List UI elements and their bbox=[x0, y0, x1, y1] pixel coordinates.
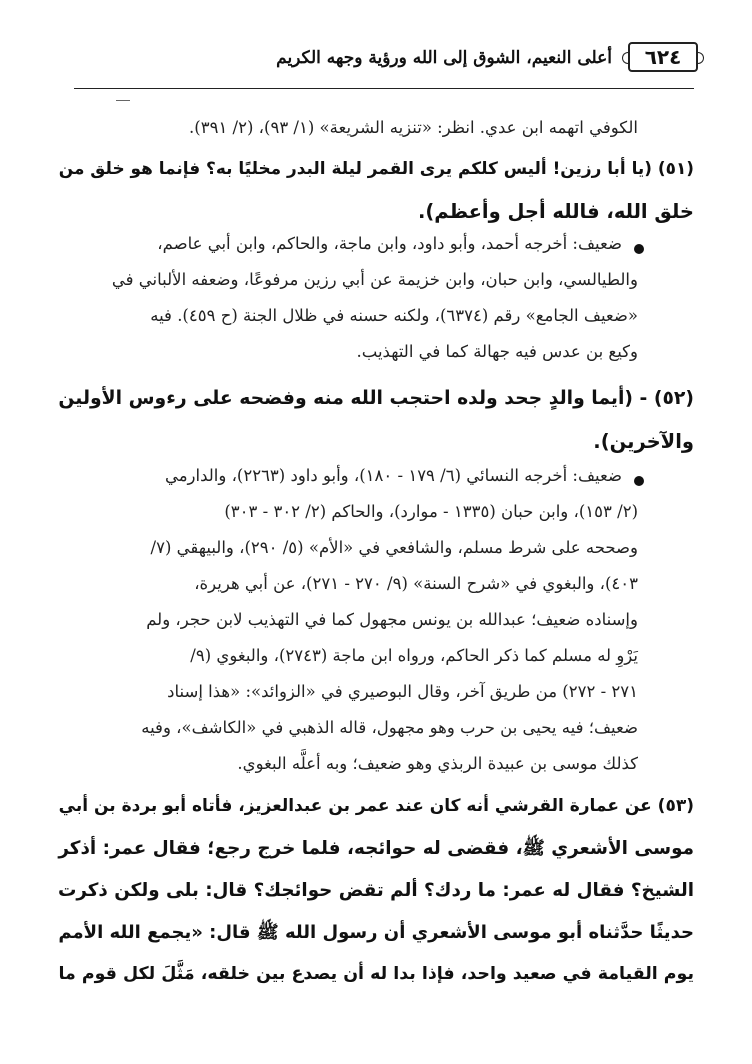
bullet-dot bbox=[634, 476, 644, 486]
hadith-text-line: موسى الأشعري ﷺ، فقضى له حوائجه، فلما خرج رجع؛ فقال عمر: أذكر bbox=[58, 838, 694, 859]
takhrij-line: ضعيف؛ فيه يحيى بن حرب وهو مجهول، قاله الذهبي في «الكاشف»، وفيه bbox=[141, 718, 638, 737]
footnote-line: الكوفي اتهمه ابن عدي. انظر: «تنزيه الشريعة» (١/ ٩٣)، (٢/ ٣٩١). bbox=[189, 118, 638, 137]
hadith-heading-line: (٥١) (يا أبا رزين! أليس كلكم يرى القمر ليلة البدر مخليًا به؟ فإنما هو خلق من bbox=[58, 158, 694, 178]
takhrij-line: ضعيف: أخرجه النسائي (٦/ ١٧٩ - ١٨٠)، وأبو داود (٢٢٦٣)، والدارمي bbox=[164, 466, 622, 485]
takhrij-line: ضعيف: أخرجه أحمد، وأبو داود، وابن ماجة، والحاكم، وابن أبي عاصم، bbox=[157, 234, 622, 253]
hadith-text-line: حديثًا حدَّثناه أبو موسى الأشعري أن رسول الله ﷺ قال: «يجمع الله الأمم bbox=[58, 922, 694, 943]
running-title: أعلى النعيم، الشوق إلى الله ورؤية وجهه الكريم bbox=[276, 48, 612, 68]
hadith-text-line: الشيخ؟ فقال له عمر: ما ردك؟ ألم تقض حوائجك؟ قال: بلى ولكن ذكرت bbox=[57, 880, 694, 901]
page-header bbox=[80, 40, 698, 80]
takhrij-line: يَرْوِ له مسلم كما ذكر الحاكم، ورواه ابن ماجة (٢٧٤٣)، والبغوي (٩/ bbox=[190, 646, 638, 665]
hadith-heading-line: والآخرين). bbox=[593, 430, 694, 453]
takhrij-line: وإسناده ضعيف؛ عبدالله بن يونس مجهول كما في التهذيب لابن حجر، ولم bbox=[146, 610, 638, 629]
divider-mark bbox=[116, 100, 130, 101]
header-rule bbox=[74, 88, 694, 89]
takhrij-line: ٢٧١ - ٢٧٢) من طريق آخر، وقال البوصيري في «الزوائد»: «هذا إسناد bbox=[167, 682, 638, 701]
hadith-text-line: (٥٣) عن عمارة القرشي أنه كان عند عمر بن عبدالعزيز، فأتاه أبو بردة بن أبي bbox=[58, 796, 694, 816]
page-number: ٦٢٤ bbox=[628, 42, 698, 72]
takhrij-line: (٢/ ١٥٣)، وابن حبان (١٣٣٥ - موارد)، والحاكم (٢/ ٣٠٢ - ٣٠٣) bbox=[224, 502, 638, 521]
bullet-dot bbox=[634, 244, 644, 254]
hadith-heading-line: خلق الله، فالله أجل وأعظم). bbox=[417, 200, 694, 223]
hadith-text-line: يوم القيامة في صعيد واحد، فإذا بدا له أن يصدع بين خلقه، مَثَّلَ لكل قوم ما bbox=[58, 964, 694, 984]
takhrij-line: وصححه على شرط مسلم، والشافعي في «الأم» (٥/ ٢٩٠)، والبيهقي (٧/ bbox=[150, 538, 638, 557]
takhrij-line: كذلك موسى بن عبيدة الربذي وهو ضعيف؛ وبه أعلَّه البغوي. bbox=[237, 754, 638, 773]
hadith-heading-line: (٥٢) - (أيما والدٍ جحد ولده احتجب الله منه وفضحه على رءوس الأولين bbox=[58, 388, 694, 409]
takhrij-line: والطيالسي، وابن حبان، وابن خزيمة عن أبي رزين مرفوعًا، وضعفه الألباني في bbox=[111, 270, 638, 289]
takhrij-line: «ضعيف الجامع» رقم (٦٣٧٤)، ولكنه حسنه في ظلال الجنة (ح ٤٥٩). فيه bbox=[150, 306, 638, 325]
takhrij-line: ٤٠٣)، والبغوي في «شرح السنة» (٩/ ٢٧٠ - ٢٧١)، عن أبي هريرة، bbox=[194, 574, 638, 593]
takhrij-line: وكيع بن عدس فيه جهالة كما في التهذيب. bbox=[356, 342, 638, 361]
